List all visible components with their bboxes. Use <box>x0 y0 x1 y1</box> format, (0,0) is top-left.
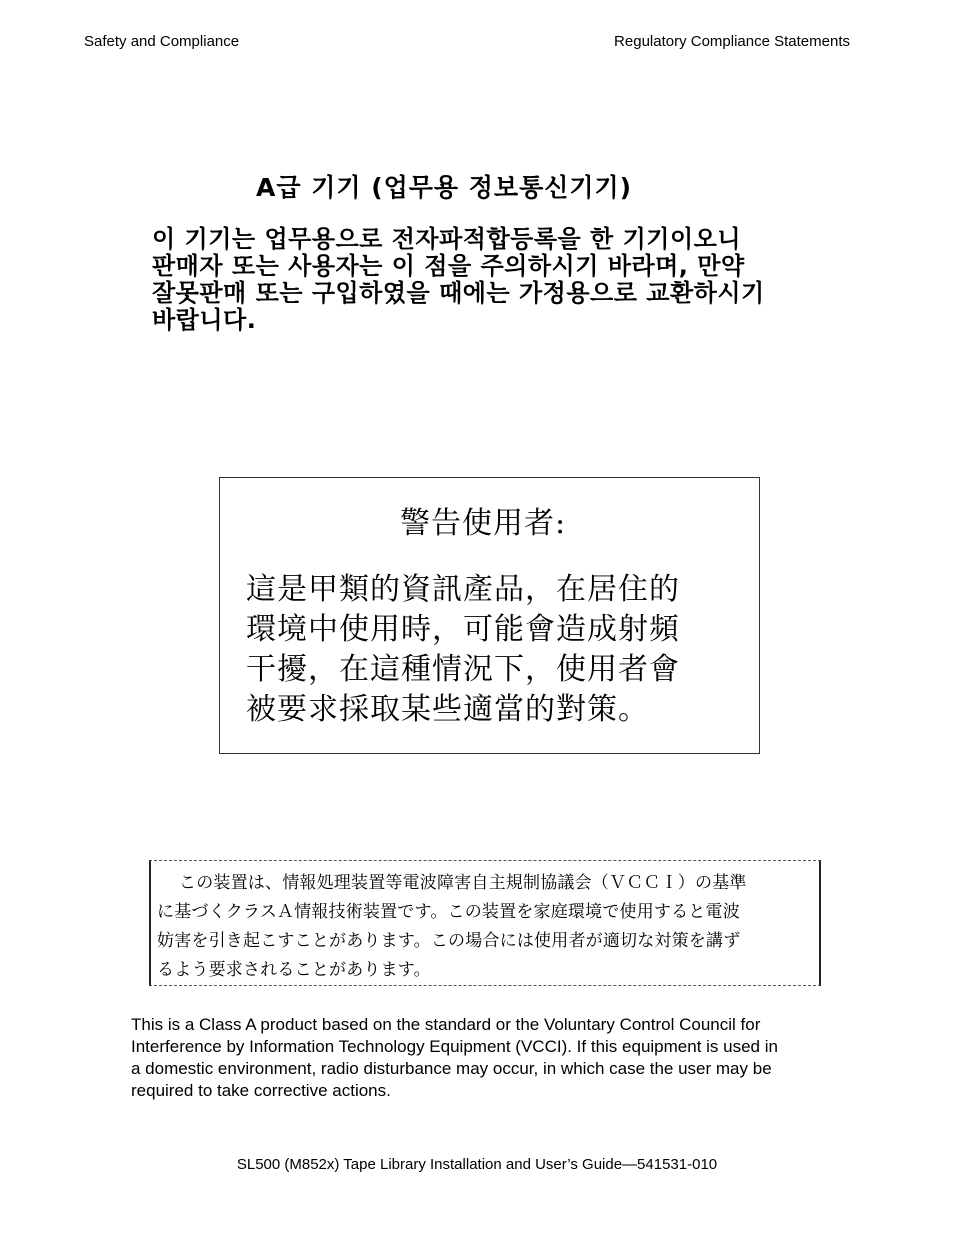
chinese-line: 環境中使用時，可能會造成射頻 <box>246 612 680 647</box>
english-line: This is a Class A product based on the standard or the Voluntary Control Council for <box>131 1015 761 1034</box>
english-line: Interference by Information Technology Equipment (VCCI). If this equipment is used in <box>131 1037 778 1056</box>
korean-statement-body <box>152 226 872 334</box>
japanese-line: るよう要求されることがあります。 <box>157 960 431 980</box>
chinese-line: 被要求採取某些適當的對策。 <box>246 692 649 727</box>
japanese-line: 妨害を引き起こすことがあります。この場合には使用者が適切な対策を講ず <box>157 931 741 951</box>
chinese-line: 這是甲類的資訊產品，在居住的 <box>246 572 680 607</box>
running-header-section: Safety and Compliance <box>84 33 240 50</box>
english-vcci-paragraph <box>131 1014 851 1102</box>
chinese-warning-box <box>219 477 760 754</box>
japanese-line: に基づくクラスＡ情報技術装置です。この装置を家庭環境で使用すると電波 <box>157 902 740 922</box>
japanese-vcci-body <box>157 869 747 985</box>
chinese-line: 干擾，在這種情況下，使用者會 <box>246 652 680 687</box>
korean-line: 바랍니다. <box>152 306 257 334</box>
chinese-warning-title: 警告使用者: <box>400 506 567 541</box>
japanese-vcci-box <box>149 860 821 986</box>
english-line: required to take corrective actions. <box>131 1081 391 1100</box>
japanese-line: この装置は、情報処理装置等電波障害自主規制協議会（ＶＣＣＩ）の基準 <box>179 873 747 893</box>
english-line: a domestic environment, radio disturbance may occur, in which case the user may be <box>131 1059 772 1078</box>
running-header-title: Regulatory Compliance Statements <box>614 33 850 50</box>
korean-compliance-statement <box>152 168 872 334</box>
korean-line: 이 기기는 업무용으로 전자파적합등록을 한 기기이오니 <box>152 225 742 253</box>
korean-statement-title: A급 기기 (업무용 정보통신기기) <box>256 173 633 202</box>
korean-line: 잘못판매 또는 구입하였을 때에는 가정용으로 교환하시기 <box>152 279 765 307</box>
page-footer: SL500 (M852x) Tape Library Installation and User’s Guide—541531-010 <box>236 1156 718 1173</box>
korean-line: 판매자 또는 사용자는 이 점을 주의하시기 바라며, 만약 <box>152 252 745 280</box>
chinese-warning-body <box>246 570 680 730</box>
